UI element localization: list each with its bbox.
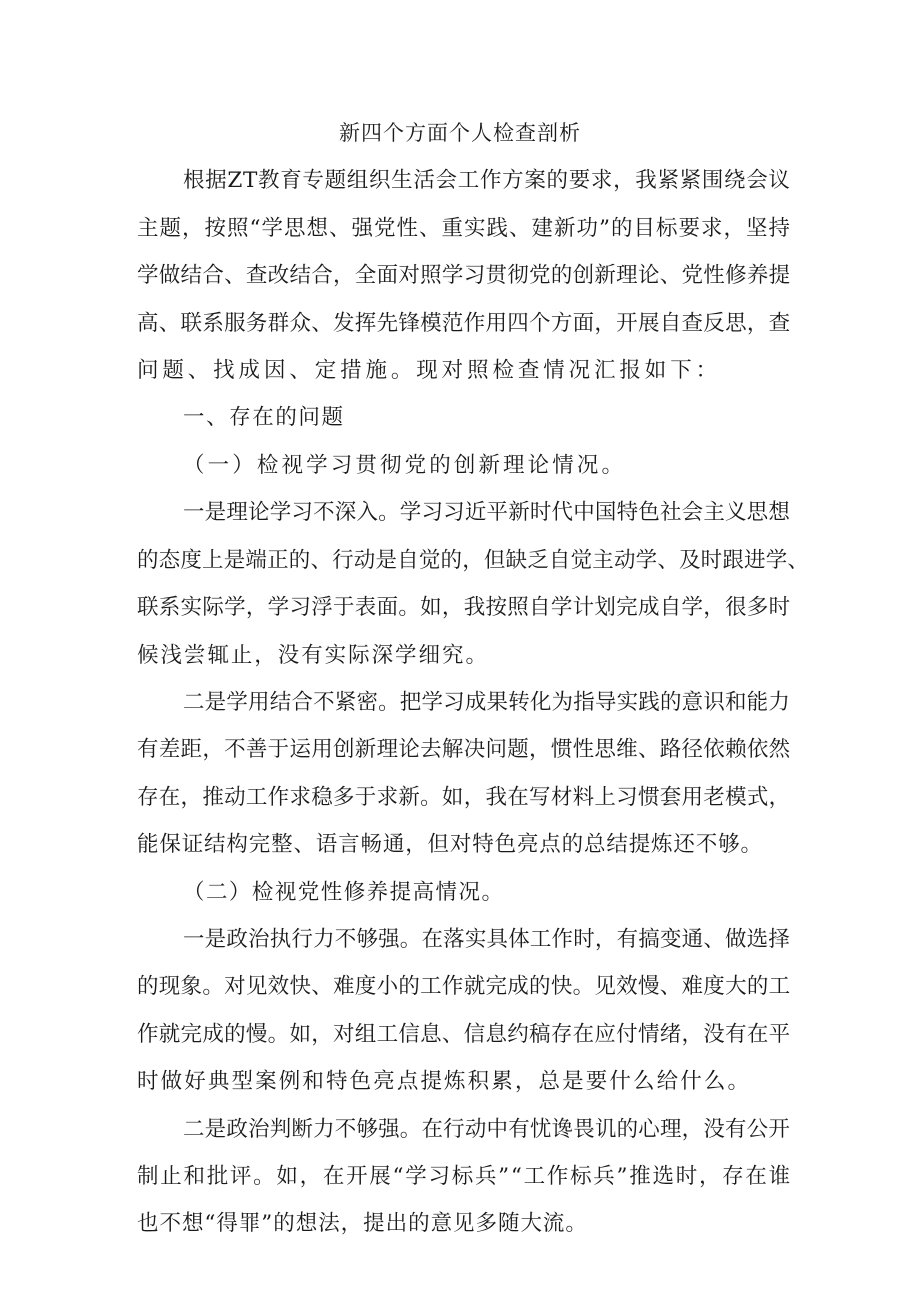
body-line: 候浅尝辄止，没有实际深学细究。 xyxy=(137,643,489,668)
body-line: 时做好典型案例和特色亮点提炼积累，总是要什么给什么。 xyxy=(137,1069,752,1094)
subsection-heading: （一）检视学习贯彻党的创新理论情况。 xyxy=(183,453,627,478)
body-line: 也不想“得罪”的想法，提出的意见多随大流。 xyxy=(137,1211,588,1236)
section-heading: 一、存在的问题 xyxy=(183,405,345,430)
body-line: 作就完成的慢。如，对组工信息、信息约稿存在应付情绪，没有在平 xyxy=(137,1022,791,1047)
body-line: 根据ZT教育专题组织生活会工作方案的要求，我紧紧围绕会议 xyxy=(183,168,791,193)
body-line: 的现象。对见效快、难度小的工作就完成的快。见效慢、难度大的工 xyxy=(137,974,791,999)
body-line: 联系实际学，学习浮于表面。如，我按照自学计划完成自学，很多时 xyxy=(137,595,791,620)
document-title: 新四个方面个人检查剖析 xyxy=(339,121,581,145)
body-line: 有差距，不善于运用创新理论去解决问题，惯性思维、路径依赖依然 xyxy=(137,737,791,762)
body-line: 的态度上是端正的、行动是自觉的，但缺乏自觉主动学、及时跟进学、 xyxy=(137,548,810,573)
body-line: 主题，按照“学思想、强党性、重实践、建新功”的目标要求，坚持 xyxy=(137,216,791,241)
body-line: 问题、找成因、定措施。现对照检查情况汇报如下： xyxy=(137,358,721,383)
body-line: 存在，推动工作求稳多于求新。如，我在写材料上习惯套用老模式， xyxy=(137,785,791,810)
body-line: 二是学用结合不紧密。把学习成果转化为指导实践的意识和能力 xyxy=(183,690,791,715)
body-line: 制止和批评。如，在开展“学习标兵”“工作标兵”推选时，存在谁 xyxy=(137,1164,792,1189)
subsection-heading: （二）检视党性修养提高情况。 xyxy=(183,880,505,905)
body-line: 学做结合、查改结合，全面对照学习贯彻党的创新理论、党性修养提 xyxy=(137,263,791,288)
body-line: 二是政治判断力不够强。在行动中有忧谗畏讥的心理，没有公开 xyxy=(183,1117,791,1142)
body-line: 一是政治执行力不够强。在落实具体工作时，有搞变通、做选择 xyxy=(183,927,791,952)
body-line: 高、联系服务群众、发挥先锋模范作用四个方面，开展自查反思，查 xyxy=(137,311,791,336)
body-line: 能保证结构完整、语言畅通，但对特色亮点的总结提炼还不够。 xyxy=(137,832,763,857)
body-line: 一是理论学习不深入。学习习近平新时代中国特色社会主义思想 xyxy=(183,500,791,525)
